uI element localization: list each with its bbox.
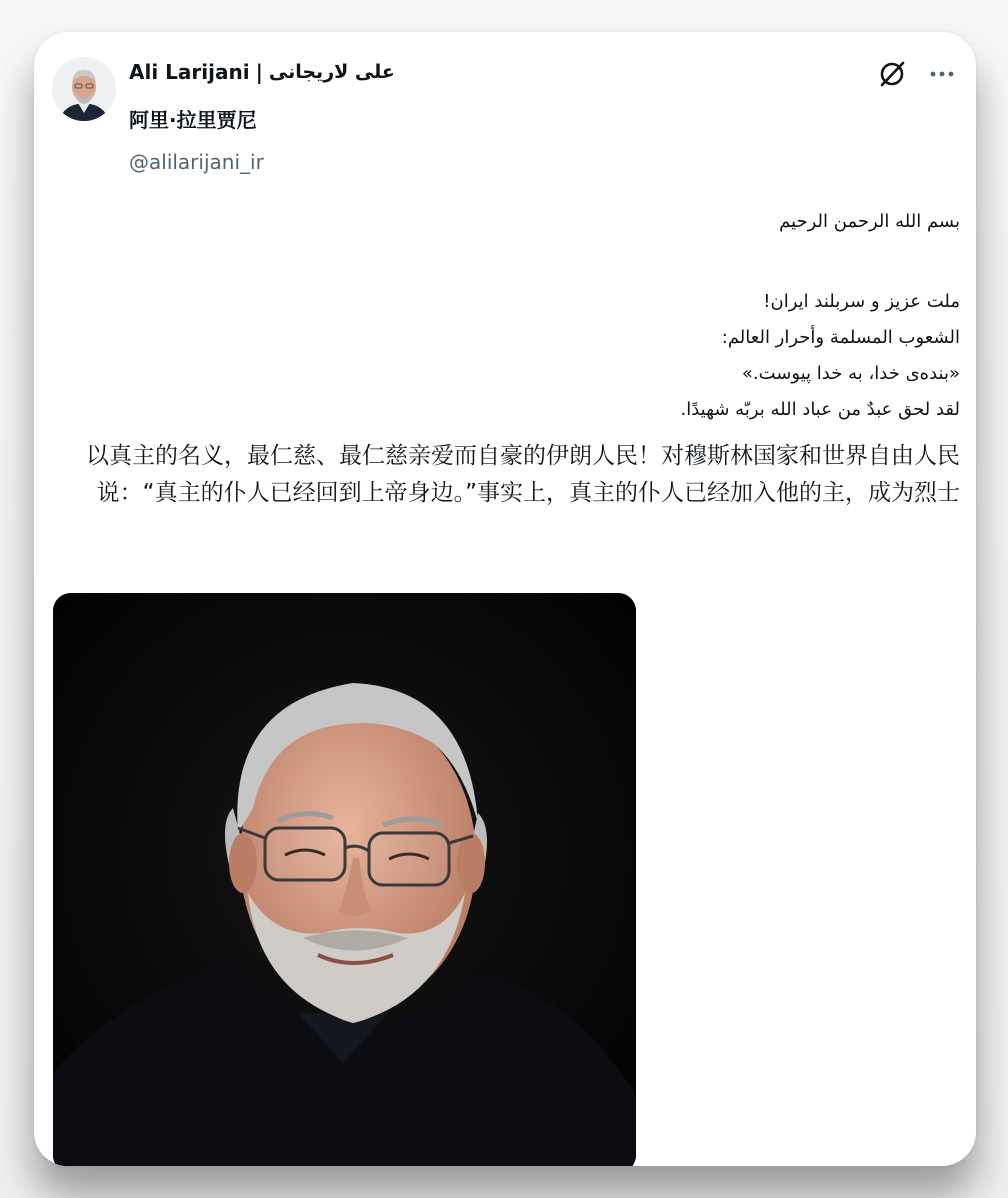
tweet-line-bismillah: بسم الله الرحمن الرحیم xyxy=(779,211,960,232)
slashed-circle-icon xyxy=(877,59,907,89)
author-name-fa[interactable]: علی لاریجانی xyxy=(268,61,395,83)
tweet-line-nation: ملت عزیز و سربلند ایران! xyxy=(763,291,960,312)
paragraph-gap xyxy=(56,240,960,284)
tweet-photo[interactable] xyxy=(53,593,636,1166)
more-dots-icon xyxy=(927,59,957,89)
author-name-en[interactable]: Ali Larijani xyxy=(129,60,250,84)
more-options-button[interactable] xyxy=(926,58,958,90)
tweet-line-quote: «بنده‌ی خدا، به خدا پیوست.» xyxy=(741,363,960,384)
tweet-chinese-translation: 以真主的名义，最仁慈、最仁慈亲爱而自豪的伊朗人民！对穆斯林国家和世界自由人民说：“真主的仆人已经回到上帝身边。”事实上，真主的仆人已经加入他的主，成为烈士 xyxy=(86,443,960,506)
portrait-avatar-icon xyxy=(52,57,116,121)
tweet-line-peoples: الشعوب المسلمة وأحرار العالم: xyxy=(721,327,960,348)
tweet-line-martyr: لقد لحق عبدٌ من عباد الله بربّه شهیدًا. xyxy=(680,399,960,420)
portrait-photo xyxy=(53,593,636,1166)
author-handle[interactable]: @alilarijani_ir xyxy=(129,150,264,174)
author-avatar[interactable] xyxy=(52,57,116,121)
author-name-row[interactable] xyxy=(129,60,395,84)
name-separator: | xyxy=(255,60,263,84)
tweet-top-actions xyxy=(876,58,958,90)
grok-button[interactable] xyxy=(876,58,908,90)
author-name-cn[interactable]: 阿里·拉里贾尼 xyxy=(129,108,257,132)
tweet-text xyxy=(56,204,960,512)
tweet-card xyxy=(34,32,976,1166)
